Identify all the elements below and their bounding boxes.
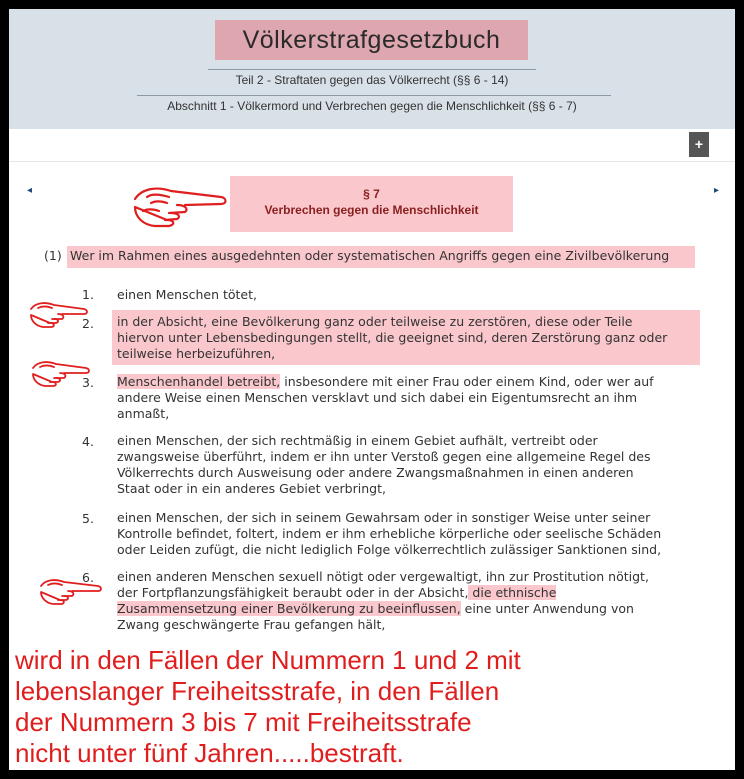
- paragraph-number: § 7: [363, 187, 380, 201]
- item-number: 5.: [82, 511, 94, 526]
- item-text: [117, 510, 702, 558]
- verdict-line: nicht unter fünf Jahren.....bestraft.: [15, 738, 404, 768]
- verdict-line: der Nummern 3 bis 7 mit Freiheitsstrafe: [15, 707, 472, 737]
- item-line: einen anderen Menschen sexuell nötigt oder vergewaltigt, ihn zur Prostitution nötigt,: [117, 569, 649, 584]
- item-text: [117, 374, 702, 422]
- absatz-text: Wer im Rahmen eines ausgedehnten oder systematischen Angriffs gegen eine Zivilbevölkerung: [67, 246, 695, 268]
- item-line-rest: insbesondere mit einer Frau oder einem Kind, oder wer auf: [280, 374, 654, 389]
- absatz-number: (1): [44, 248, 62, 263]
- item-line-pre: der Fortpflanzungsfähigkeit beraubt oder in der Absicht,: [117, 585, 469, 600]
- item-line: einen Menschen, der sich in seinem Gewahrsam oder in sonstiger Weise unter seiner: [117, 510, 651, 525]
- item-number: 4.: [82, 434, 94, 449]
- item-line: hiervon unter Lebensbedingungen stellt, die geeignet sind, deren Zerstörung ganz oder: [117, 330, 668, 345]
- divider: [208, 69, 536, 70]
- pointing-hand-icon: [30, 358, 90, 388]
- pointing-hand-icon: [129, 181, 229, 229]
- item-number: 6.: [82, 570, 94, 585]
- verdict-line: wird in den Fällen der Nummern 1 und 2 mit: [15, 645, 521, 675]
- document-frame: [9, 9, 735, 770]
- page-title: Völkerstrafgesetzbuch: [215, 20, 528, 60]
- item-line: anmaßt,: [117, 406, 170, 421]
- item-line: oder Leiden zufügt, die nicht lediglich Folge völkerrechtlich zulässiger Sanktionen sind,: [117, 542, 662, 557]
- pointing-hand-icon: [28, 299, 88, 329]
- item-line: [117, 601, 702, 617]
- item-line: in der Absicht, eine Bevölkerung ganz oder teilweise zu zerstören, diese oder Teile: [117, 314, 633, 329]
- item-line: [117, 585, 702, 601]
- item-number: 2.: [82, 316, 94, 331]
- section-link[interactable]: Abschnitt 1 - Völkermord und Verbrechen gegen die Menschlichkeit (§§ 6 - 7): [167, 99, 577, 113]
- item-text: [117, 433, 702, 497]
- item-number: 1.: [82, 287, 94, 302]
- item-text: [117, 569, 702, 633]
- item-text: einen Menschen tötet,: [117, 287, 257, 302]
- divider: [137, 95, 611, 96]
- highlight-text: die ethnische: [468, 585, 557, 600]
- part-link[interactable]: Teil 2 - Straftaten gegen das Völkerrecht (§§ 6 - 14): [235, 73, 509, 87]
- item-line: Staat oder in ein anderes Gebiet verbringt,: [117, 481, 386, 496]
- plus-icon: +: [694, 136, 704, 152]
- verdict-line: lebenslanger Freiheitsstrafe, in den Fällen: [15, 676, 500, 706]
- divider: [9, 161, 735, 162]
- paragraph-heading: [230, 176, 513, 232]
- highlight-text: Menschenhandel betreibt,: [117, 374, 281, 389]
- item-line: [117, 374, 702, 390]
- item-line: Zwang geschwängerte Frau gefangen hält,: [117, 617, 386, 632]
- item-line: zwangsweise überführt, indem er ihn unter Verstoß gegen eine allgemeine Regel des: [117, 449, 651, 464]
- triangle-right-icon[interactable]: ▸: [714, 185, 720, 196]
- item-line: Völkerrechts durch Ausweisung oder andere Zwangsmaßnahmen in einen anderen: [117, 465, 634, 480]
- triangle-left-icon[interactable]: ◂: [27, 185, 33, 196]
- item-line: einen Menschen, der sich rechtmäßig in einem Gebiet aufhält, vertreibt oder: [117, 433, 598, 448]
- verdict-annotation: [15, 645, 715, 769]
- item-number: 3.: [82, 375, 94, 390]
- paragraph-title: Verbrechen gegen die Menschlichkeit: [264, 203, 479, 217]
- header: [9, 9, 735, 129]
- item-text: [117, 314, 702, 362]
- item-line-post: eine unter Anwendung von: [460, 601, 634, 616]
- highlight-text: Zusammensetzung einer Bevölkerung zu beeinflussen,: [117, 601, 461, 616]
- item-line: andere Weise einen Menschen versklavt und sich dabei ein Eigentumsrecht an ihm: [117, 390, 638, 405]
- item-line: Kontrolle befindet, foltert, indem er ihm erhebliche körperliche oder seelische Schäden: [117, 526, 662, 541]
- item-line: teilweise herbeizuführen,: [117, 346, 276, 361]
- expand-button[interactable]: [689, 132, 709, 157]
